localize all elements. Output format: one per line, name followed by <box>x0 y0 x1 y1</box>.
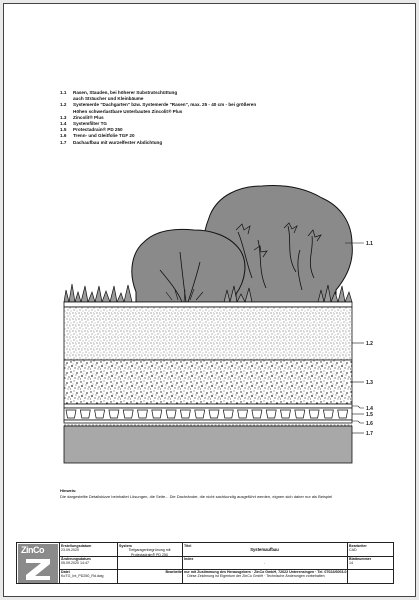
z-mark-icon <box>24 557 52 581</box>
title-block <box>16 542 394 584</box>
drainage-cup <box>266 410 276 418</box>
created-cell: Erstellungsdatum 23.09.2020 <box>61 544 92 553</box>
note-block <box>60 488 380 499</box>
file-cell: Datei KoTG_Int_PD250_Rd.dwg <box>61 570 104 579</box>
callout-labels <box>366 241 373 437</box>
drainage-cup <box>195 410 205 418</box>
drainage-cup <box>180 410 190 418</box>
legend-number: 1.6 <box>60 133 67 139</box>
changed-cell: Änderungsdatum 05.09.2020 14:47 <box>61 557 91 566</box>
zincolit-layer <box>64 360 352 404</box>
filter-layer <box>64 404 352 408</box>
index-cell: Index - <box>184 557 266 566</box>
drainage-cup <box>323 410 333 418</box>
title-cell: Titel Systemaufbau <box>184 544 279 553</box>
legend-number: 1.5 <box>60 127 67 133</box>
callout-label: 1.5 <box>366 412 373 418</box>
drainage-cup <box>338 410 348 418</box>
legend-text: Systemerde "Dachgarten" bzw. Systemerde "Rasen", max. 25 - 40 cm - bei größeren <box>73 102 257 108</box>
legend-number: 1.4 <box>60 121 67 127</box>
topsoil-line <box>64 302 352 307</box>
drainage-layer <box>64 408 352 420</box>
shrub-left <box>132 229 245 302</box>
callout-label: 1.2 <box>366 341 373 347</box>
legend-text: Dachaufbau mit wurzelfester Abdichtung <box>73 139 163 145</box>
drainage-cup <box>223 410 233 418</box>
logo-text: ZinCo <box>21 545 44 555</box>
drainage-cup <box>80 410 90 418</box>
legend-text-continued: Höhen schwerlastbare Unterbauten Zincolit® Plus <box>73 108 183 114</box>
drainage-cup <box>309 410 319 418</box>
legend-text: Rasen, Stauden, bei höherer Substratschüttung <box>73 90 178 95</box>
drainage-cup <box>166 410 176 418</box>
drainage-cup <box>295 410 305 418</box>
callout-label: 1.3 <box>366 380 373 386</box>
drainage-cup <box>138 410 148 418</box>
publisher-cell: Bearbeitet nur mit Zustimmung des Herausgebers · ZinCo GmbH, 72622 Unterensingen · Tel. 07022/6003-0 Diese Zeichnung ist Eigentum der ZinCo GmbH · Technische Änderungen vorbehalten <box>165 570 347 579</box>
legend-text-continued: auch Sträucher und Kleinbäume <box>73 96 144 102</box>
drainage-cup <box>152 410 162 418</box>
legend-text: Zincolit® Plus <box>73 114 104 120</box>
drainage-cup <box>238 410 248 418</box>
callout-label: 1.7 <box>366 431 373 437</box>
drainage-cup <box>252 410 262 418</box>
roof-structure <box>64 426 352 463</box>
legend-number: 1.7 <box>60 139 67 145</box>
legend-text: Systemfilter TG <box>73 121 107 127</box>
legend-number: 1.2 <box>60 102 67 108</box>
legend-number: 1.3 <box>60 114 67 120</box>
zinco-logo <box>18 544 58 583</box>
callout-label: 1.1 <box>366 241 373 247</box>
scale-cell: Bearbeiter CAD <box>349 544 367 553</box>
drainage-cup <box>209 410 219 418</box>
callout-label: 1.6 <box>366 421 373 427</box>
drainage-cup <box>281 410 291 418</box>
sheet-cell: Blattnummer 14 <box>349 557 372 566</box>
drainage-cup <box>109 410 119 418</box>
drainage-cup <box>95 410 105 418</box>
legend-number: 1.1 <box>60 90 67 95</box>
legend-text: Protectadrain® PD 250 <box>73 127 123 133</box>
legend-text: Trenn- und Gleitfolie TGF 20 <box>73 133 135 139</box>
callout-label: 1.4 <box>366 406 373 412</box>
separation-foil <box>64 420 352 423</box>
system-cell: System Tiefgaragenbegrünung mit Protectadrain® PD 250 <box>119 544 171 557</box>
drainage-cup <box>66 410 76 418</box>
substrate-layer <box>64 307 352 360</box>
drainage-cup <box>123 410 133 418</box>
note-text: Die dargestellte Detailskizze beinhaltet Lösungen, die Seite... Die Dachränder, die nicht sachkundig ausgeführt werden, eignen sich daher nur als Beispiel <box>60 493 333 499</box>
note-title: Hinweis: <box>60 488 77 493</box>
